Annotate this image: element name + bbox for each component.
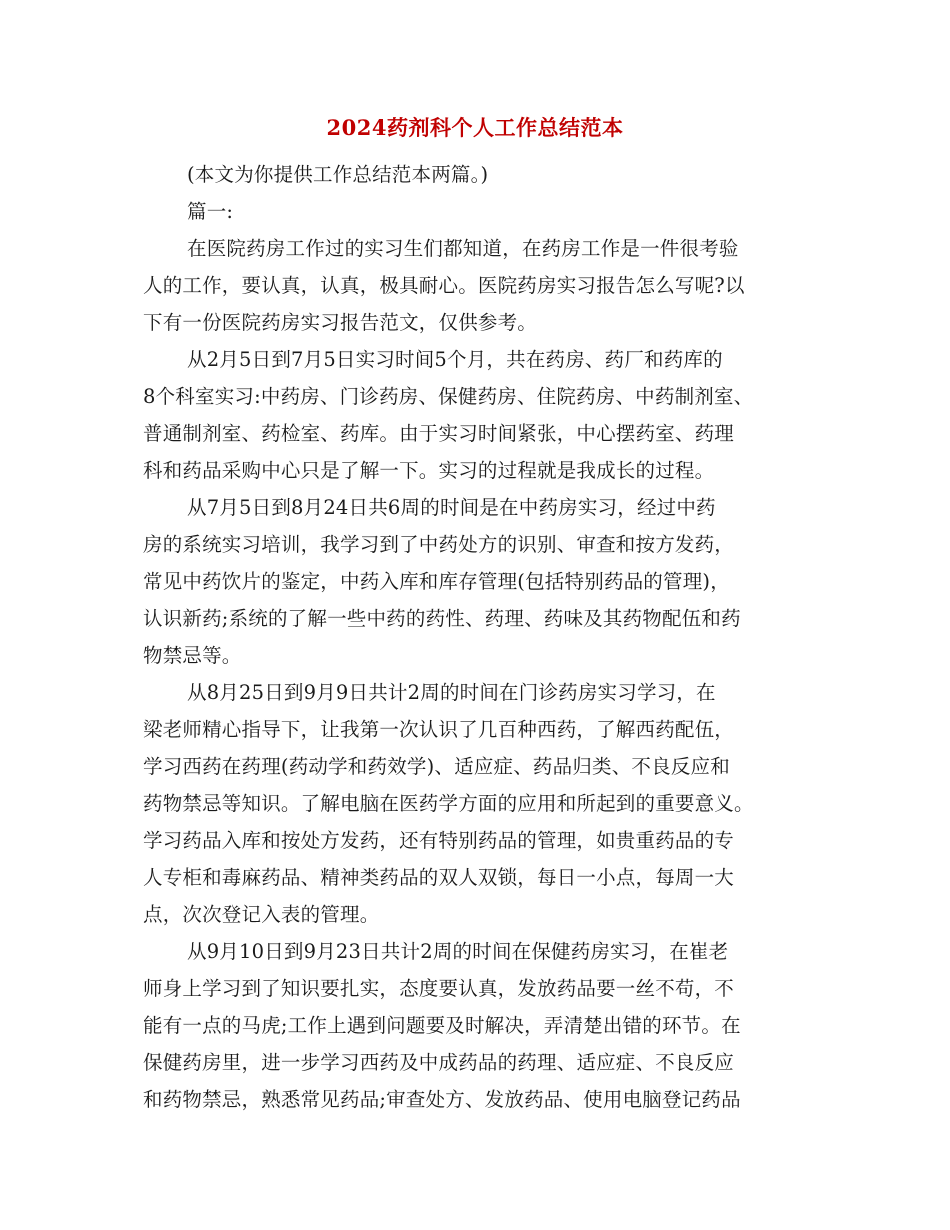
text-line: 普通制剂室、药检室、药库。由于实习时间紧张，中心摆药室、药理 [143, 422, 735, 445]
text-line: 点，次次登记入表的管理。 [143, 903, 380, 926]
text-line: 能有一点的马虎;工作上遇到问题要及时解决，弄清楚出错的环节。在 [143, 1014, 741, 1037]
text-line: 从8月25日到9月9日共计2周的时间在门诊药房实习学习，在 [187, 681, 716, 704]
text-line: 从2月5日到7月5日实习时间5个月，共在药房、药厂和药库的 [187, 348, 723, 371]
text-line: 学习药品入库和按处方发药，还有特别药品的管理，如贵重药品的专 [143, 829, 735, 852]
text-line: (本文为你提供工作总结范本两篇。) [187, 163, 489, 186]
text-line: 认识新药;系统的了解一些中药的药性、药理、药味及其药物配伍和药 [143, 607, 741, 630]
text-line: 常见中药饮片的鉴定，中药入库和库存管理(包括特别药品的管理)， [143, 570, 730, 593]
text-line: 8个科室实习:中药房、门诊药房、保健药房、住院药房、中药制剂室、 [143, 385, 754, 408]
text-line: 人专柜和毒麻药品、精神类药品的双人双锁，每日一小点，每周一大 [143, 866, 735, 889]
text-line: 物禁忌等。 [143, 644, 242, 667]
text-line: 和药物禁忌，熟悉常见药品;审查处方、发放药品、使用电脑登记药品 [143, 1088, 741, 1111]
text-line: 房的系统实习培训，我学习到了中药处方的识别、审查和按方发药， [143, 533, 735, 556]
text-line: 保健药房里，进一步学习西药及中成药品的药理、适应症、不良反应 [143, 1051, 735, 1074]
text-line: 梁老师精心指导下，让我第一次认识了几百种西药，了解西药配伍， [143, 718, 735, 741]
text-line: 从9月10日到9月23日共计2周的时间在保健药房实习，在崔老 [187, 940, 729, 963]
text-line: 在医院药房工作过的实习生们都知道，在药房工作是一件很考验 [187, 237, 739, 260]
text-line: 师身上学习到了知识要扎实，态度要认真，发放药品要一丝不苟，不 [143, 977, 735, 1000]
text-line: 从7月5日到8月24日共6周的时间是在中药房实习，经过中药 [187, 496, 716, 519]
text-line: 药物禁忌等知识。了解电脑在医药学方面的应用和所起到的重要意义。 [143, 792, 754, 815]
text-line: 下有一份医院药房实习报告范文，仅供参考。 [143, 311, 538, 334]
text-line: 科和药品采购中心只是了解一下。实习的过程就是我成长的过程。 [143, 459, 715, 482]
text-line: 学习西药在药理(药动学和药效学)、适应症、药品归类、不良反应和 [143, 755, 730, 778]
text-line: 人的工作，要认真，认真，极具耐心。医院药房实习报告怎么写呢?以 [143, 274, 745, 297]
document-body [143, 156, 810, 1118]
text-line: 篇一: [187, 200, 234, 223]
document-title: 2024药剂科个人工作总结范本 [326, 115, 624, 140]
